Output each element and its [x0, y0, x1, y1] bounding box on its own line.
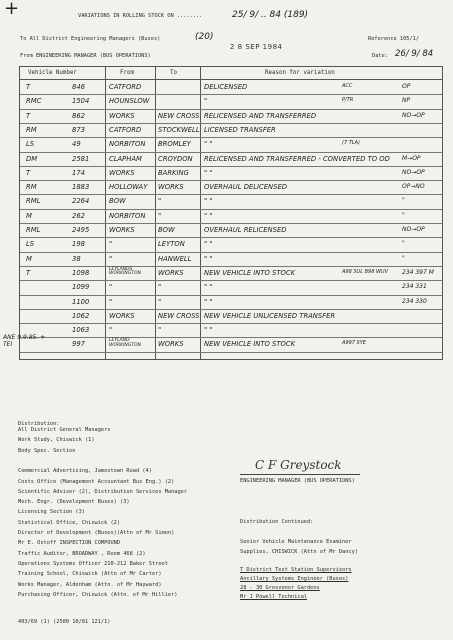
vehicle-class: LS [26, 140, 35, 149]
vehicle-class: RML [26, 226, 41, 234]
distribution-line: Work Study, Chiswick (1) [18, 437, 95, 444]
status-code: M→OP [402, 154, 421, 162]
vehicle-class: DM [26, 154, 38, 163]
variations-table [19, 66, 443, 360]
from-location: " [109, 326, 113, 335]
to-location: HANWELL [158, 254, 192, 263]
reason-text: NEW VEHICLE INTO STOCK [204, 268, 296, 277]
distribution-line: Costs Office (Management Accountant Bus Eng.) (2) [18, 478, 175, 485]
distribution-line: Purchasing Officer, Chiswick (Attn. of Mr Hillier) [18, 591, 178, 598]
vehicle-number: 1100 [72, 297, 90, 306]
vehicle-class: T [26, 268, 31, 277]
to-location: NEW CROSS [158, 311, 200, 320]
reason-text: " [204, 97, 208, 106]
from-location: LEYLANDS WORKINGTON [109, 266, 141, 277]
distribution-line: Licensing Section (3) [18, 509, 85, 516]
reason-text: " " [204, 140, 213, 149]
status-code: 234 331 [402, 283, 427, 291]
vehicle-number: 873 [72, 125, 85, 134]
distribution-continued-line: Mr J Powell Technical [240, 594, 307, 600]
distribution-continued-line: Senior Vehicle Maintenance Examiner [240, 539, 352, 545]
vehicle-class: LS [26, 240, 35, 249]
reason-text: " " [204, 283, 213, 292]
reason-extra: P/TR [342, 97, 354, 104]
vehicle-number: 174 [72, 168, 85, 177]
column-header-from: From [120, 70, 134, 76]
column-header-reason: Reason for variation [265, 70, 335, 76]
to-location: NEW CROSS [158, 111, 200, 120]
status-code: " [402, 254, 405, 262]
status-code: " [402, 211, 405, 219]
distribution-heading: Distribution: [18, 421, 60, 427]
reason-text: NEW VEHICLE UNLICENSED TRANSFER [204, 311, 336, 320]
to-location: STOCKWELL [158, 125, 200, 134]
reason-text: " " [204, 254, 213, 263]
vehicle-number: 1099 [72, 283, 90, 292]
reason-extra: ACC [342, 83, 353, 89]
signature-title: ENGINEERING MANAGER (BUS OPERATIONS) [240, 478, 355, 484]
vehicle-class: T [26, 111, 31, 120]
vehicle-class: RML [26, 197, 41, 206]
reason-text: RELICENSED AND TRANSFERRED - CONVERTED TO OD [204, 154, 390, 163]
distribution-line: Training School, Chiswick (Attn of Mr Carter) [18, 571, 162, 578]
from-location: CATFORD [109, 83, 142, 91]
distribution-line: Works Manager, Aldenham (Attn. of Mr Hayward) [18, 581, 162, 588]
distribution-line: Director of Development (Buses)(Attn of Mr Simon) [18, 530, 175, 536]
to-location: WORKS [158, 340, 184, 349]
distribution-line: Body Spec. Section [18, 447, 76, 454]
vehicle-number: 1883 [72, 183, 90, 192]
distribution-continued-line: Ancillary Systems Engineer (Buses) [240, 576, 349, 582]
column-header-vehicle-number: Vehicle Number [28, 70, 77, 76]
from-location: NORBITON [109, 140, 146, 149]
from-location: " [109, 254, 113, 263]
signature: C F Greystock [255, 458, 342, 472]
form-code: 403/69 (1) (2500 10/81 121/1) [18, 619, 111, 625]
vehicle-number: 997 [72, 340, 85, 349]
reason-extra: A98 SUL B98 WUV [342, 268, 388, 275]
distribution-continued-line: 28 - 30 Grosvenor Gardens [240, 585, 320, 591]
reason-text: " " [204, 240, 213, 249]
vehicle-number: 862 [72, 111, 85, 120]
vehicle-number: 2581 [72, 154, 90, 163]
reference-label: Reference 105/1/ [368, 36, 420, 42]
distribution-line: Mr E. Ostoff INSPECTION COMPOUND [18, 540, 121, 547]
from-location: LEYLAND WORKINGTON [109, 338, 141, 348]
to-location: LEYTON [158, 240, 185, 249]
reason-text: LICENSED TRANSFER [204, 125, 276, 134]
from-location: CLAPHAM [109, 154, 142, 163]
addressee-count: (20) [195, 32, 214, 42]
distribution-line: Operations Systems Officer 210-212 Baker Street [18, 560, 168, 567]
to-location: BOW [158, 226, 175, 234]
vehicle-number: 1504 [72, 97, 90, 106]
vehicle-number: 1098 [72, 268, 90, 277]
distribution-continued-heading: Distribution Continued: [240, 519, 314, 525]
from-location: BOW [109, 197, 126, 206]
to-location: WORKS [158, 183, 184, 192]
column-header-to: To [170, 70, 177, 76]
to-location: " [158, 197, 162, 206]
from-location: WORKS [109, 311, 135, 320]
vehicle-class: RM [26, 183, 37, 192]
to-location: " [158, 211, 162, 220]
status-code: NP [402, 97, 411, 105]
vehicle-number: 38 [72, 254, 81, 263]
from-location: WORKS [109, 111, 135, 120]
title-prefix: VARIATIONS IN ROLLING STOCK ON ........ [78, 13, 203, 19]
vehicle-class: M [26, 211, 32, 220]
vehicle-number: 2264 [72, 197, 90, 206]
vehicle-number: 1062 [72, 311, 90, 320]
status-code: NO→OP [402, 226, 425, 233]
distribution-line: Statistical Office, Chiswick (2) [18, 519, 121, 526]
status-code: 234 397 M [402, 268, 434, 276]
from-location: HOLLOWAY [109, 183, 148, 192]
from-location: WORKS [109, 168, 135, 177]
vehicle-class: M [26, 254, 32, 263]
from-location: WORKS [109, 226, 135, 234]
reason-text: RELICENSED AND TRANSFERRED [204, 111, 317, 120]
reason-text: " " [204, 326, 213, 335]
vehicle-number: 1063 [72, 326, 90, 335]
distribution-line: Mech. Engr. (Development Buses) (3) [18, 499, 130, 506]
distribution-line: Scientific Adviser (2), Distribution Services Manager [18, 488, 188, 495]
vehicle-number: 49 [72, 140, 81, 149]
to-location: BARKING [158, 168, 189, 177]
to-location: CROYDON [158, 154, 193, 163]
to-location: " [158, 283, 162, 292]
reason-text: " " [204, 297, 213, 306]
reason-text: " " [204, 168, 213, 177]
reason-extra: A997 SYE [342, 340, 366, 347]
date-value: 26/ 9/ 84 [395, 49, 434, 59]
status-code: " [402, 197, 405, 205]
addressee: To All District Engineering Managers (Buses) [20, 36, 161, 42]
distribution-continued-line: T District Test Station Supervisors [240, 567, 352, 573]
status-code: 234 330 [402, 297, 427, 305]
vehicle-number: 198 [72, 240, 85, 249]
distribution-line: Commercial Advertising, Jamestown Road (4) [18, 468, 152, 475]
vehicle-class: T [26, 83, 31, 91]
from-location: " [109, 240, 113, 249]
vehicle-class: RM [26, 125, 37, 134]
vehicle-number: 2495 [72, 226, 90, 234]
distribution-continued-line: Supplies, CHISWICK (Attn of Mr Dancy) [240, 549, 358, 555]
reason-text: DELICENSED [204, 83, 248, 91]
to-location: " [158, 326, 162, 335]
vehicle-class: RMC [26, 97, 42, 106]
from-location: " [109, 283, 113, 292]
date-label: Date: [372, 53, 388, 59]
vehicle-class: T [26, 168, 31, 177]
reason-text: NEW VEHICLE INTO STOCK [204, 340, 296, 349]
margin-note: ANE 9.9.85. + TEI [3, 334, 46, 348]
vehicle-number: 846 [72, 83, 85, 91]
status-code: NO→OP [402, 111, 425, 119]
reason-text: OVERHAUL RELICENSED [204, 226, 287, 234]
title-date: 25/ 9/ .. 84 (189) [232, 10, 309, 20]
status-code: " [402, 240, 405, 248]
from-location: CATFORD [109, 125, 142, 134]
to-location: BROMLEY [158, 140, 191, 149]
sender: From ENGINEERING MANAGER (BUS OPERATIONS) [20, 53, 151, 59]
to-location: WORKS [158, 268, 184, 277]
reason-text: " " [204, 211, 213, 220]
status-code: NO→OP [402, 168, 425, 176]
from-location: " [109, 297, 113, 306]
distribution-line: Traffic Auditor, BROADWAY , Room 468 (2) [18, 550, 146, 557]
reason-text: " " [204, 197, 213, 206]
reason-text: OVERHAUL DELICENSED [204, 183, 287, 192]
from-location: NORBITON [109, 211, 146, 220]
status-code: OP [402, 83, 411, 90]
reason-extra: (7 TLA) [342, 140, 360, 147]
status-code: OP→NO [402, 183, 425, 191]
to-location: " [158, 297, 162, 306]
vehicle-number: 262 [72, 211, 85, 220]
from-location: HOUNSLOW [109, 97, 150, 106]
received-stamp: 2 8 SEP 1984 [230, 43, 283, 51]
corner-mark: + [4, 0, 20, 19]
distribution-line: All District General Managers [18, 427, 111, 433]
